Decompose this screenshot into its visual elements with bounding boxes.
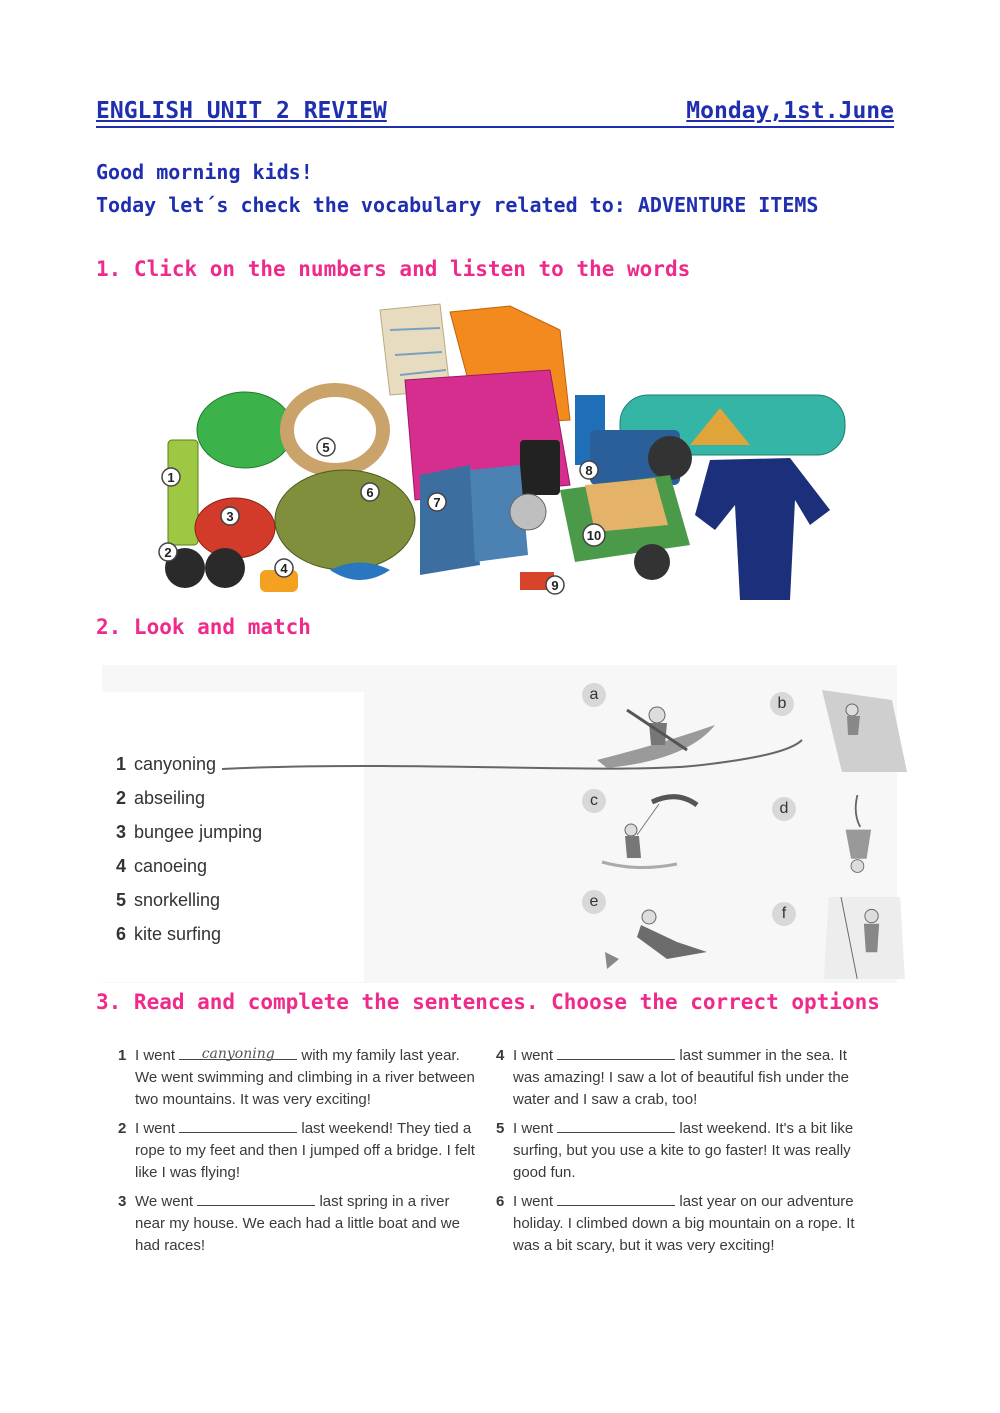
- sentence-3: 3 We went last spring in a river near my house. We each had a little boat and we had races!: [118, 1193, 460, 1254]
- svg-text:9: 9: [551, 578, 559, 593]
- matching-exercise: [102, 665, 897, 983]
- sentences: [118, 1045, 878, 1265]
- match-item-3: 3 bungee jumping: [116, 822, 263, 842]
- item-number-7[interactable]: [428, 493, 446, 511]
- svg-text:8: 8: [585, 463, 593, 478]
- intro-topic: ADVENTURE ITEMS: [637, 193, 819, 217]
- section1-heading: 1. Click on the numbers and listen to the words: [96, 257, 691, 281]
- wetsuit-shape: [695, 458, 830, 600]
- item-number-8[interactable]: [580, 461, 598, 479]
- svg-text:5: 5: [322, 440, 330, 455]
- item-number-2[interactable]: [159, 543, 177, 561]
- match-item-4: 4 canoeing: [116, 856, 208, 876]
- match-item-1: 1 canyoning: [116, 754, 217, 774]
- answer-blank[interactable]: [197, 1191, 315, 1206]
- match-item-2: 2 abseiling: [116, 788, 206, 808]
- watch-shape: [634, 544, 670, 580]
- svg-text:6: 6: [366, 485, 374, 500]
- intro-line: [96, 193, 818, 217]
- match-item-6: 6 kite surfing: [116, 924, 222, 944]
- worksheet-header: [96, 98, 896, 130]
- svg-text:1: 1: [167, 470, 175, 485]
- letter-c: c: [582, 789, 606, 813]
- match-item-5: 5 snorkelling: [116, 890, 221, 910]
- answer-blank[interactable]: [557, 1045, 675, 1060]
- letter-b: b: [770, 692, 794, 716]
- spray-can-shape: [168, 440, 198, 545]
- snorkelling-picture: [597, 897, 717, 979]
- item-number-9[interactable]: [546, 576, 564, 594]
- sentence-2: 2 I went last weekend! They tied a rope to my feet and then I jumped off a bridge. I felt like I was flying!: [118, 1120, 475, 1181]
- svg-text:3: 3: [226, 509, 234, 524]
- rope-shape: [287, 390, 383, 470]
- item-number-10[interactable]: [583, 524, 605, 546]
- answer-blank[interactable]: [557, 1191, 675, 1206]
- answer-blank[interactable]: [557, 1118, 675, 1133]
- worksheet-title: ENGLISH UNIT 2 REVIEW: [96, 98, 387, 124]
- answer-blank[interactable]: canyoning: [179, 1045, 297, 1060]
- sentence-4: 4 I went last summer in the sea. It was amazing! I saw a lot of beautiful fish under the water and I saw a crab, too!: [496, 1047, 850, 1108]
- letter-f: f: [772, 902, 796, 926]
- letter-d: d: [772, 797, 796, 821]
- sleeping-bag-shape: [275, 470, 415, 570]
- compass-shape: [510, 494, 546, 530]
- pot-shape: [195, 498, 275, 558]
- item-number-5[interactable]: [317, 438, 335, 456]
- svg-text:10: 10: [586, 528, 602, 543]
- svg-text:2: 2: [164, 545, 172, 560]
- bungee-jumping-picture: [802, 795, 922, 877]
- canoeing-picture: [597, 690, 717, 772]
- item-number-6[interactable]: [361, 483, 379, 501]
- sentence-6: 6 I went last year on our adventure holiday. I climbed down a big mountain on a rope. It was a bit scary, but it was very exciting!: [496, 1193, 855, 1254]
- helmet-shape: [197, 392, 293, 468]
- intro-prefix: Today let´s check the vocabulary related to:: [96, 193, 638, 217]
- abseiling-picture: [802, 690, 922, 772]
- header-underline: [96, 126, 894, 128]
- letter-a: a: [582, 683, 606, 707]
- phone-shape: [520, 440, 560, 495]
- section2-heading: 2. Look and match: [96, 615, 311, 639]
- letter-e: e: [582, 890, 606, 914]
- sentence-1: 1 I went canyoning with my family last year. We went swimming and climbing in a river between two mountains. It was very exciting!: [118, 1046, 475, 1108]
- section3-heading: 3. Read and complete the sentences. Choose the correct options: [96, 990, 880, 1014]
- svg-text:7: 7: [433, 495, 441, 510]
- item-number-1[interactable]: [162, 468, 180, 486]
- adventure-items-picture: [150, 300, 860, 605]
- climbing-picture: [802, 897, 922, 979]
- kite-surfing-picture: [597, 790, 717, 872]
- sentence-5: 5 I went last weekend. It's a bit like surfing, but you use a kite to go faster! It was really good fun.: [496, 1120, 854, 1181]
- answer-blank[interactable]: [179, 1118, 297, 1133]
- item-number-4[interactable]: [275, 559, 293, 577]
- svg-text:4: 4: [280, 561, 288, 576]
- worksheet-date: Monday,1st.June: [686, 98, 894, 124]
- greeting: Good morning kids!: [96, 160, 313, 184]
- item-number-3[interactable]: [221, 507, 239, 525]
